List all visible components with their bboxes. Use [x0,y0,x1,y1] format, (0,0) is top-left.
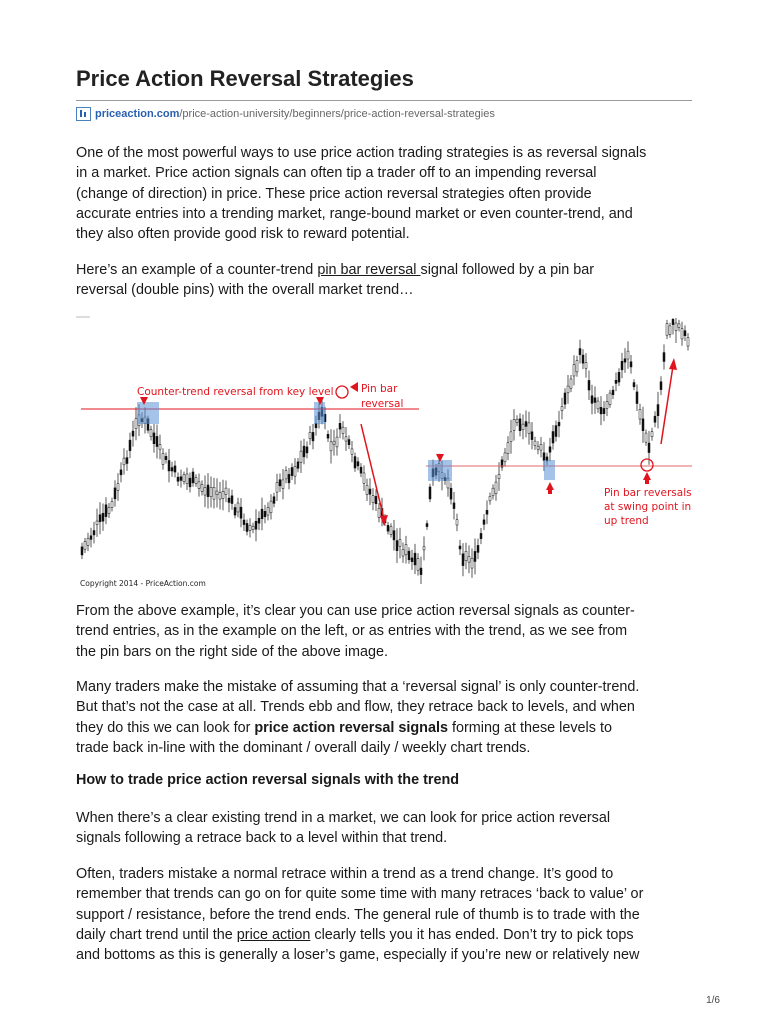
candle-body [681,329,683,339]
candle-body [246,523,248,531]
candle-body [567,386,569,393]
candle-body [333,441,335,444]
text-span: signal followed by a pin bar [420,262,595,278]
text-line [76,925,716,945]
candle-body [372,496,374,503]
candle-body [198,482,200,488]
text-line: the pin bars on the right side of the above image. [76,643,388,660]
highlight-box [137,402,159,424]
price-action-link[interactable]: price action [236,926,311,943]
candle-body [675,323,677,330]
candle-body [252,526,254,529]
candle-body [585,363,587,369]
candle-body [684,331,686,336]
candle-body [600,407,602,414]
candle-body [342,427,344,433]
candle-body [540,444,542,450]
candle-body [159,445,161,449]
text-line: and bottoms as this is generally a loser’s game, especially if you’re new or relatively new [76,947,640,964]
source-path[interactable]: /price-action-university/beginners/price-action-reversal-strategies [179,108,495,120]
candle-body [486,510,488,514]
candle-body [351,449,353,454]
candle-body [90,536,92,540]
candle-body [399,540,401,546]
candle-body [570,379,572,388]
candle-body [576,361,578,372]
candle-body [495,482,497,494]
arrow-head [669,358,677,370]
candle-body [171,468,173,471]
candle-body [222,492,224,499]
candle-body [297,462,299,468]
candle-body [210,487,212,496]
candle-body [462,554,464,566]
chart-copyright: Copyright 2014 - PriceAction.com [80,579,206,588]
arrow-head [380,515,388,526]
candle-body [123,458,125,465]
candle-body [414,553,416,565]
candlestick-chart-image [76,316,692,588]
page-title: Price Action Reversal Strategies [76,66,414,91]
candle-body [564,393,566,404]
candle-body [135,419,137,429]
candle-body [660,382,662,390]
example-paragraph [76,260,716,301]
candle-body [483,520,485,525]
candle-body [450,488,452,499]
highlight-box [428,460,452,481]
candle-body [279,480,281,486]
candle-body [345,437,347,441]
candle-body [369,489,371,494]
candle-body [183,475,185,482]
text-line: trade back in-line with the dominant / overall daily / weekly chart trends. [76,739,531,756]
candle-body [237,503,239,512]
text-line: When there’s a clear existing trend in a market, we can look for price action reversal [76,810,611,826]
candle-body [423,547,425,550]
candle-body [405,545,407,555]
text-line: Many traders make the mistake of assuming that a ‘reversal signal’ is only counter-trend. [76,679,640,695]
candle-body [93,531,95,535]
candle-body [528,423,530,434]
candle-body [525,422,527,427]
candle-body [417,559,419,571]
candle-body [366,485,368,494]
candle-body [678,324,680,328]
candle-body [645,433,647,442]
highlight-box [314,402,325,424]
up-trend-arrow [661,366,673,444]
candle-body [558,422,560,426]
text-line: remember that trends can go on for quite some time with many retraces ‘back to value’ or [76,886,644,903]
candle-body [627,351,629,359]
bold-phrase: price action reversal signals [254,719,448,736]
candle-body [120,470,122,475]
candle-body [186,474,188,484]
candle-body [234,507,236,515]
candle-body [687,338,689,346]
candle-body [117,484,119,491]
candle-body [219,493,221,500]
text-line: support / resistance, before the trend ends. The general rule of thumb is to trade with the [76,906,640,923]
candle-body [153,433,155,444]
candle-body [177,477,179,481]
candle-body [612,390,614,395]
candle-body [258,518,260,523]
annotation-right-line2: at swing point in [604,501,692,513]
candle-body [537,446,539,449]
down-trend-arrow [361,424,384,519]
text-line: (change of direction) in price. These price action reversal strategies often provide [76,185,592,202]
candle-body [573,365,575,376]
source-domain[interactable]: priceaction.com [95,108,180,120]
candle-body [654,416,656,422]
candle-body [105,505,107,517]
site-favicon-icon [76,107,91,121]
candle-body [480,533,482,538]
text-line: accurate entries into a trending market, range-bound market or even counter-trend, and [76,205,633,222]
candle-body [390,526,392,534]
candle-body [225,488,227,494]
candle-body [555,426,557,437]
candle-body [426,524,428,527]
intro-paragraph [76,143,716,244]
candle-body [588,380,590,390]
candle-body [543,453,545,461]
text-line: trend entries, as in the example on the left, or as entries with the trend, as we see from [76,623,628,640]
candle-body [150,430,152,437]
candle-body [516,419,518,422]
candle-body [663,353,665,362]
candle-body [375,496,377,503]
page-number: 1/6 [706,995,720,1006]
candle-body [180,477,182,481]
candle-body [606,402,608,409]
candle-body [354,457,356,468]
candle-body [228,498,230,502]
candle-body [453,503,455,509]
up-arrow-marker [643,472,651,480]
text-line: From the above example, it’s clear you can use price action reversal signals as counter- [76,603,635,619]
candle-body [264,511,266,517]
candle-body [192,472,194,483]
candle-body [648,443,650,453]
candle-body [411,558,413,562]
text-line: in a market. Price action signals can often tip a trader off to an impending reversal [76,165,597,182]
candle-body [87,539,89,546]
candle-body [330,442,332,451]
candle-body [336,437,338,447]
candle-body [477,545,479,552]
candle-body [471,558,473,568]
candle-body [672,319,674,324]
candle-body [498,474,500,478]
candle-body [189,478,191,487]
candle-body [291,468,293,476]
text-line: One of the most powerful ways to use price action trading strategies is as reversal signals [76,145,647,161]
up-arrow-marker [546,482,554,490]
candle-body [603,408,605,413]
pin-bar-reversal-link[interactable]: pin bar reversal [317,262,421,278]
source-url[interactable] [76,107,495,121]
text-line [76,260,716,280]
mistake-paragraph [76,677,716,758]
text-span: forming at these levels to [447,719,612,736]
candle-body [114,488,116,499]
text-line: reversal (double pins) with the overall market trend… [76,282,414,299]
pin-bar-circle [641,459,653,471]
candle-body [285,471,287,479]
candle-body [642,419,644,431]
candle-body [510,432,512,442]
title-divider [76,100,692,101]
candle-body [207,485,209,497]
candle-body [204,488,206,495]
candle-body [507,443,509,454]
candle-body [309,432,311,438]
candle-body [96,521,98,524]
candle-body [108,507,110,513]
candle-body [408,551,410,560]
candle-body [303,446,305,457]
candle-body [609,393,611,404]
candle-body [561,407,563,411]
text-line [76,718,716,738]
candle-body [378,508,380,517]
annotation-right-line3: up trend [604,515,649,527]
candle-body [549,447,551,452]
candle-body [357,462,359,466]
candle-body [492,488,494,496]
candle-body [552,432,554,444]
up-arrow-marker-stem [548,490,552,494]
candle-body [504,453,506,462]
candle-body [465,551,467,560]
candle-body [474,551,476,561]
candle-body [300,451,302,462]
candle-body [636,392,638,404]
candle-body [429,487,431,499]
candle-body [513,420,515,431]
text-line: But that’s not the case at all. Trends ebb and flow, they retrace back to levels, and when [76,699,635,716]
candle-body [522,424,524,430]
candle-body [273,497,275,504]
candle-body [630,362,632,367]
candle-body [270,501,272,513]
candle-body [276,483,278,493]
left-pointer-marker [350,382,358,392]
candle-body [282,480,284,489]
candle-body [327,434,329,438]
candle-body [132,431,134,436]
highlight-box [544,460,555,480]
annotation-pin-line1: Pin bar [361,383,398,395]
candle-body [111,501,113,507]
candle-body [195,478,197,484]
candlestick-series [81,318,692,584]
candle-body [393,531,395,540]
text-line: Often, traders mistake a normal retrace within a trend as a trend change. It’s good to [76,866,614,882]
candle-body [102,513,104,521]
candle-body [129,440,131,451]
candle-body [201,485,203,492]
text-line: they also often provide good risk to reward potential. [76,226,410,243]
candle-body [216,491,218,495]
retrace-paragraph [76,864,716,965]
candle-body [99,515,101,522]
candle-body [597,401,599,409]
explanation-paragraph [76,601,716,662]
candle-body [360,467,362,473]
candle-body [249,525,251,530]
candle-body [387,525,389,531]
pin-bar-circle [336,386,348,398]
up-arrow-marker-stem [645,480,649,484]
candle-body [306,447,308,453]
candle-body [402,549,404,556]
text-line: signals following a retrace back to a level within that trend. [76,830,448,847]
candle-body [633,383,635,387]
candle-body [255,521,257,529]
text-span: clearly tells you it has ended. Don’t try to pick tops [310,926,634,943]
candle-body [261,509,263,519]
candle-body [582,355,584,363]
candle-body [315,423,317,427]
annotation-left: Counter-trend reversal from key level [137,386,334,398]
candle-body [363,473,365,483]
text-span: they do this we can look for [76,719,255,736]
candle-body [594,398,596,403]
candle-body [348,440,350,445]
candle-body [396,541,398,551]
annotation-right-line1: Pin bar reversals [604,487,692,499]
text-span: daily chart trend until the [76,926,237,943]
candle-body [165,456,167,459]
candle-body [156,436,158,446]
section-heading: How to trade price action reversal signals with the trend [76,772,460,788]
candle-body [666,324,668,335]
candle-body [126,458,128,464]
candle-body [531,432,533,440]
candle-body [534,441,536,445]
candle-body [519,419,521,431]
candle-body [288,474,290,482]
candle-body [174,466,176,472]
candle-body [81,547,83,555]
candle-body [231,496,233,504]
candle-body [579,349,581,355]
candle-body [669,326,671,334]
candle-body [243,520,245,525]
candle-body [240,507,242,518]
candle-body [615,380,617,383]
candle-body [591,396,593,404]
candle-body [168,460,170,470]
candle-body [312,432,314,441]
annotation-pin-line2: reversal [361,398,404,410]
candle-body [624,359,626,362]
candle-body [456,520,458,525]
candle-body [267,508,269,515]
candle-body [294,466,296,476]
candle-body [339,423,341,429]
candle-body [651,432,653,437]
candle-body [639,409,641,419]
trend-paragraph [76,808,716,849]
candle-body [213,487,215,499]
candle-body [420,568,422,575]
candle-body [621,361,623,370]
candle-body [468,556,470,562]
candle-body [618,372,620,382]
candle-body [84,542,86,550]
text-span: Here’s an example of a counter-trend [76,262,318,278]
candle-body [162,454,164,465]
candle-body [657,405,659,416]
candle-body [489,496,491,500]
candle-body [459,546,461,549]
